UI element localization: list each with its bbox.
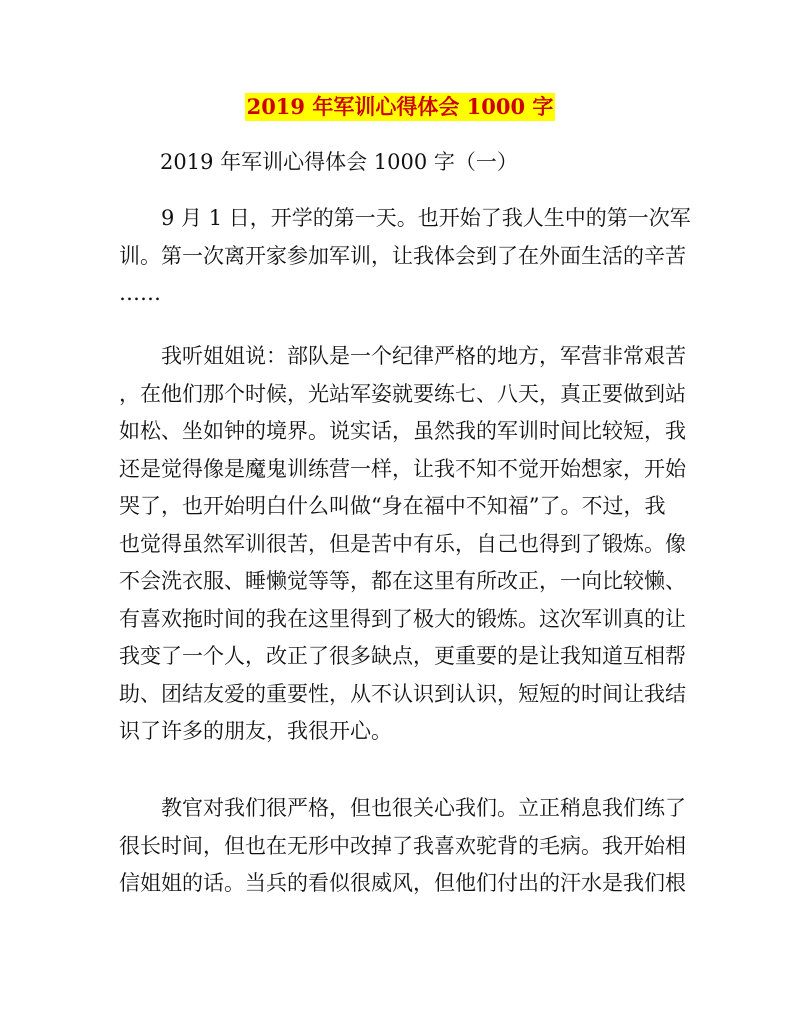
paragraph-line: 我听姐姐说：部队是一个纪律严格的地方，军营非常艰苦 <box>161 344 686 368</box>
paragraph-line: 哭了，也开始明白什么叫做“身在福中不知福”了。不过，我 <box>119 494 666 518</box>
paragraph-line: 教官对我们很严格，但也很关心我们。立正稍息我们练了 <box>161 796 686 820</box>
title-container <box>0 93 800 121</box>
paragraph-1 <box>119 200 689 313</box>
paragraph-line: 很长时间，但也在无形中改掉了我喜欢驼背的毛病。我开始相 <box>119 833 686 858</box>
paragraph-line: 训。第一次离开家参加军训，让我体会到了在外面生活的辛苦 <box>119 243 686 268</box>
document-title: 2019 年军训心得体会 1000 字 <box>246 94 554 119</box>
paragraph-2 <box>119 338 689 751</box>
paragraph-line: 还是觉得像是魔鬼训练营一样，让我不知不觉开始想家，开始 <box>119 456 686 481</box>
paragraph-line: ，在他们那个时候，光站军姿就要练七、八天，真正要做到站 <box>119 381 686 406</box>
paragraph-line: 有喜欢拖时间的我在这里得到了极大的锻炼。这次军训真的让 <box>119 606 686 631</box>
paragraph-line: 不会洗衣服、睡懒觉等等，都在这里有所改正，一向比较懒、 <box>119 569 686 593</box>
paragraph-line: 也觉得虽然军训很苦，但是苦中有乐，自己也得到了锻炼。像 <box>119 531 686 556</box>
paragraph-line: 9 月 1 日，开学的第一天。也开始了我人生中的第一次军 <box>161 206 691 230</box>
paragraph-line: …… <box>119 281 161 305</box>
paragraph-line: 识了许多的朋友，我很开心。 <box>119 719 392 743</box>
paragraph-line: 信姐姐的话。当兵的看似很威风，但他们付出的汗水是我们根 <box>119 871 686 895</box>
paragraph-line: 我变了一个人，改正了很多缺点，更重要的是让我知道互相帮 <box>119 644 686 668</box>
paragraph-line: 如松、坐如钟的境界。说实话，虽然我的军训时间比较短，我 <box>119 419 686 443</box>
paragraph-line: 助、团结友爱的重要性，从不认识到认识，短短的时间让我结 <box>119 681 686 706</box>
paragraph-3 <box>119 790 689 903</box>
section-subtitle: 2019 年军训心得体会 1000 字（一） <box>160 150 518 174</box>
